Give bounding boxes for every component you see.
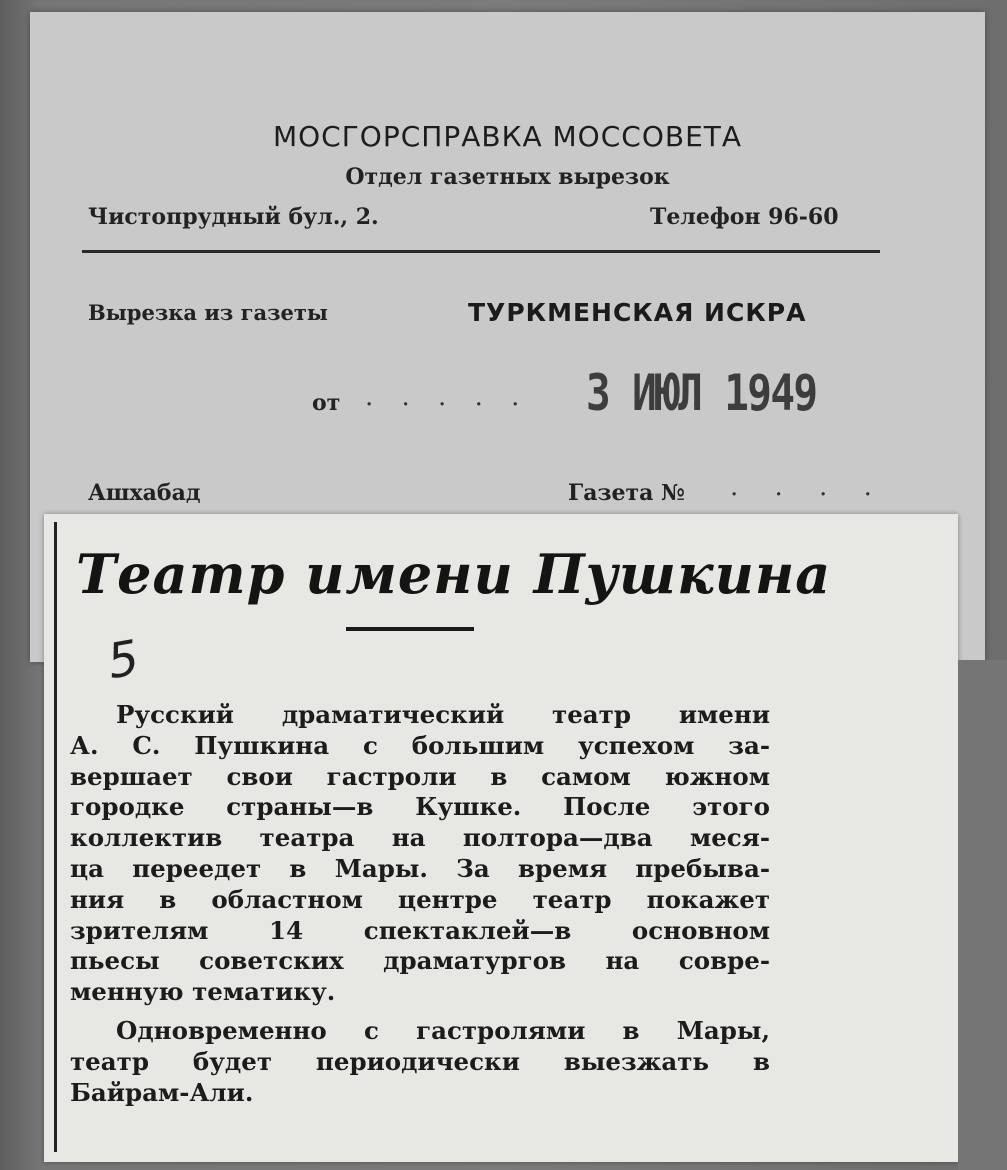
date-dots: . . . . . [365, 382, 530, 412]
article-headline: Театр имени Пушкина [76, 542, 832, 606]
issue-number-dots: . . . . [730, 472, 886, 502]
agency-phone: Телефон 96-60 [650, 204, 839, 230]
date-stamp: 3 ИЮЛ 1949 [586, 364, 817, 422]
city-name: Ашхабад [88, 480, 201, 506]
article-line: ца переедет в Мары. За время пребыва- [70, 853, 770, 883]
date-label: от [312, 390, 341, 416]
article-line: А. С. Пушкина с большим успехом за- [70, 730, 770, 760]
issue-number-label: Газета № [568, 480, 685, 506]
article-line: Одновременно с гастролями в Мары, [116, 1015, 770, 1045]
department-subtitle: Отдел газетных вырезок [345, 164, 670, 190]
agency-address: Чистопрудный бул., 2. [88, 204, 379, 230]
article-line: коллектив театра на полтора—два меся- [70, 823, 770, 853]
article-line: Байрам-Али. [70, 1077, 254, 1107]
newspaper-clipping [44, 514, 958, 1162]
article-line: зрителям 14 спектаклей—в основном [70, 915, 770, 945]
article-line: ния в областном центре театр покажет [70, 884, 770, 914]
article-line: театр будет периодически выезжать в [70, 1046, 770, 1076]
newspaper-name: ТУРКМЕНСКАЯ ИСКРА [468, 298, 807, 327]
article-line: менную тематику. [70, 977, 336, 1007]
article-line: пьесы советских драматургов на совре- [70, 946, 770, 976]
agency-title: МОСГОРСПРАВКА МОССОВЕТА [272, 120, 743, 153]
handwritten-mark: 5 [103, 629, 144, 691]
headline-underline [346, 627, 474, 631]
article-body [70, 700, 770, 1108]
article-line: вершает свои гастроли в самом южном [70, 761, 770, 791]
column-rule [54, 522, 57, 1152]
article-line: Русский драматический театр имени [116, 700, 770, 729]
clip-source-label: Вырезка из газеты [88, 300, 328, 325]
header-divider [82, 250, 880, 253]
board-edge [958, 660, 1007, 1170]
article-line: городке страны—в Кушке. После этого [70, 792, 770, 822]
